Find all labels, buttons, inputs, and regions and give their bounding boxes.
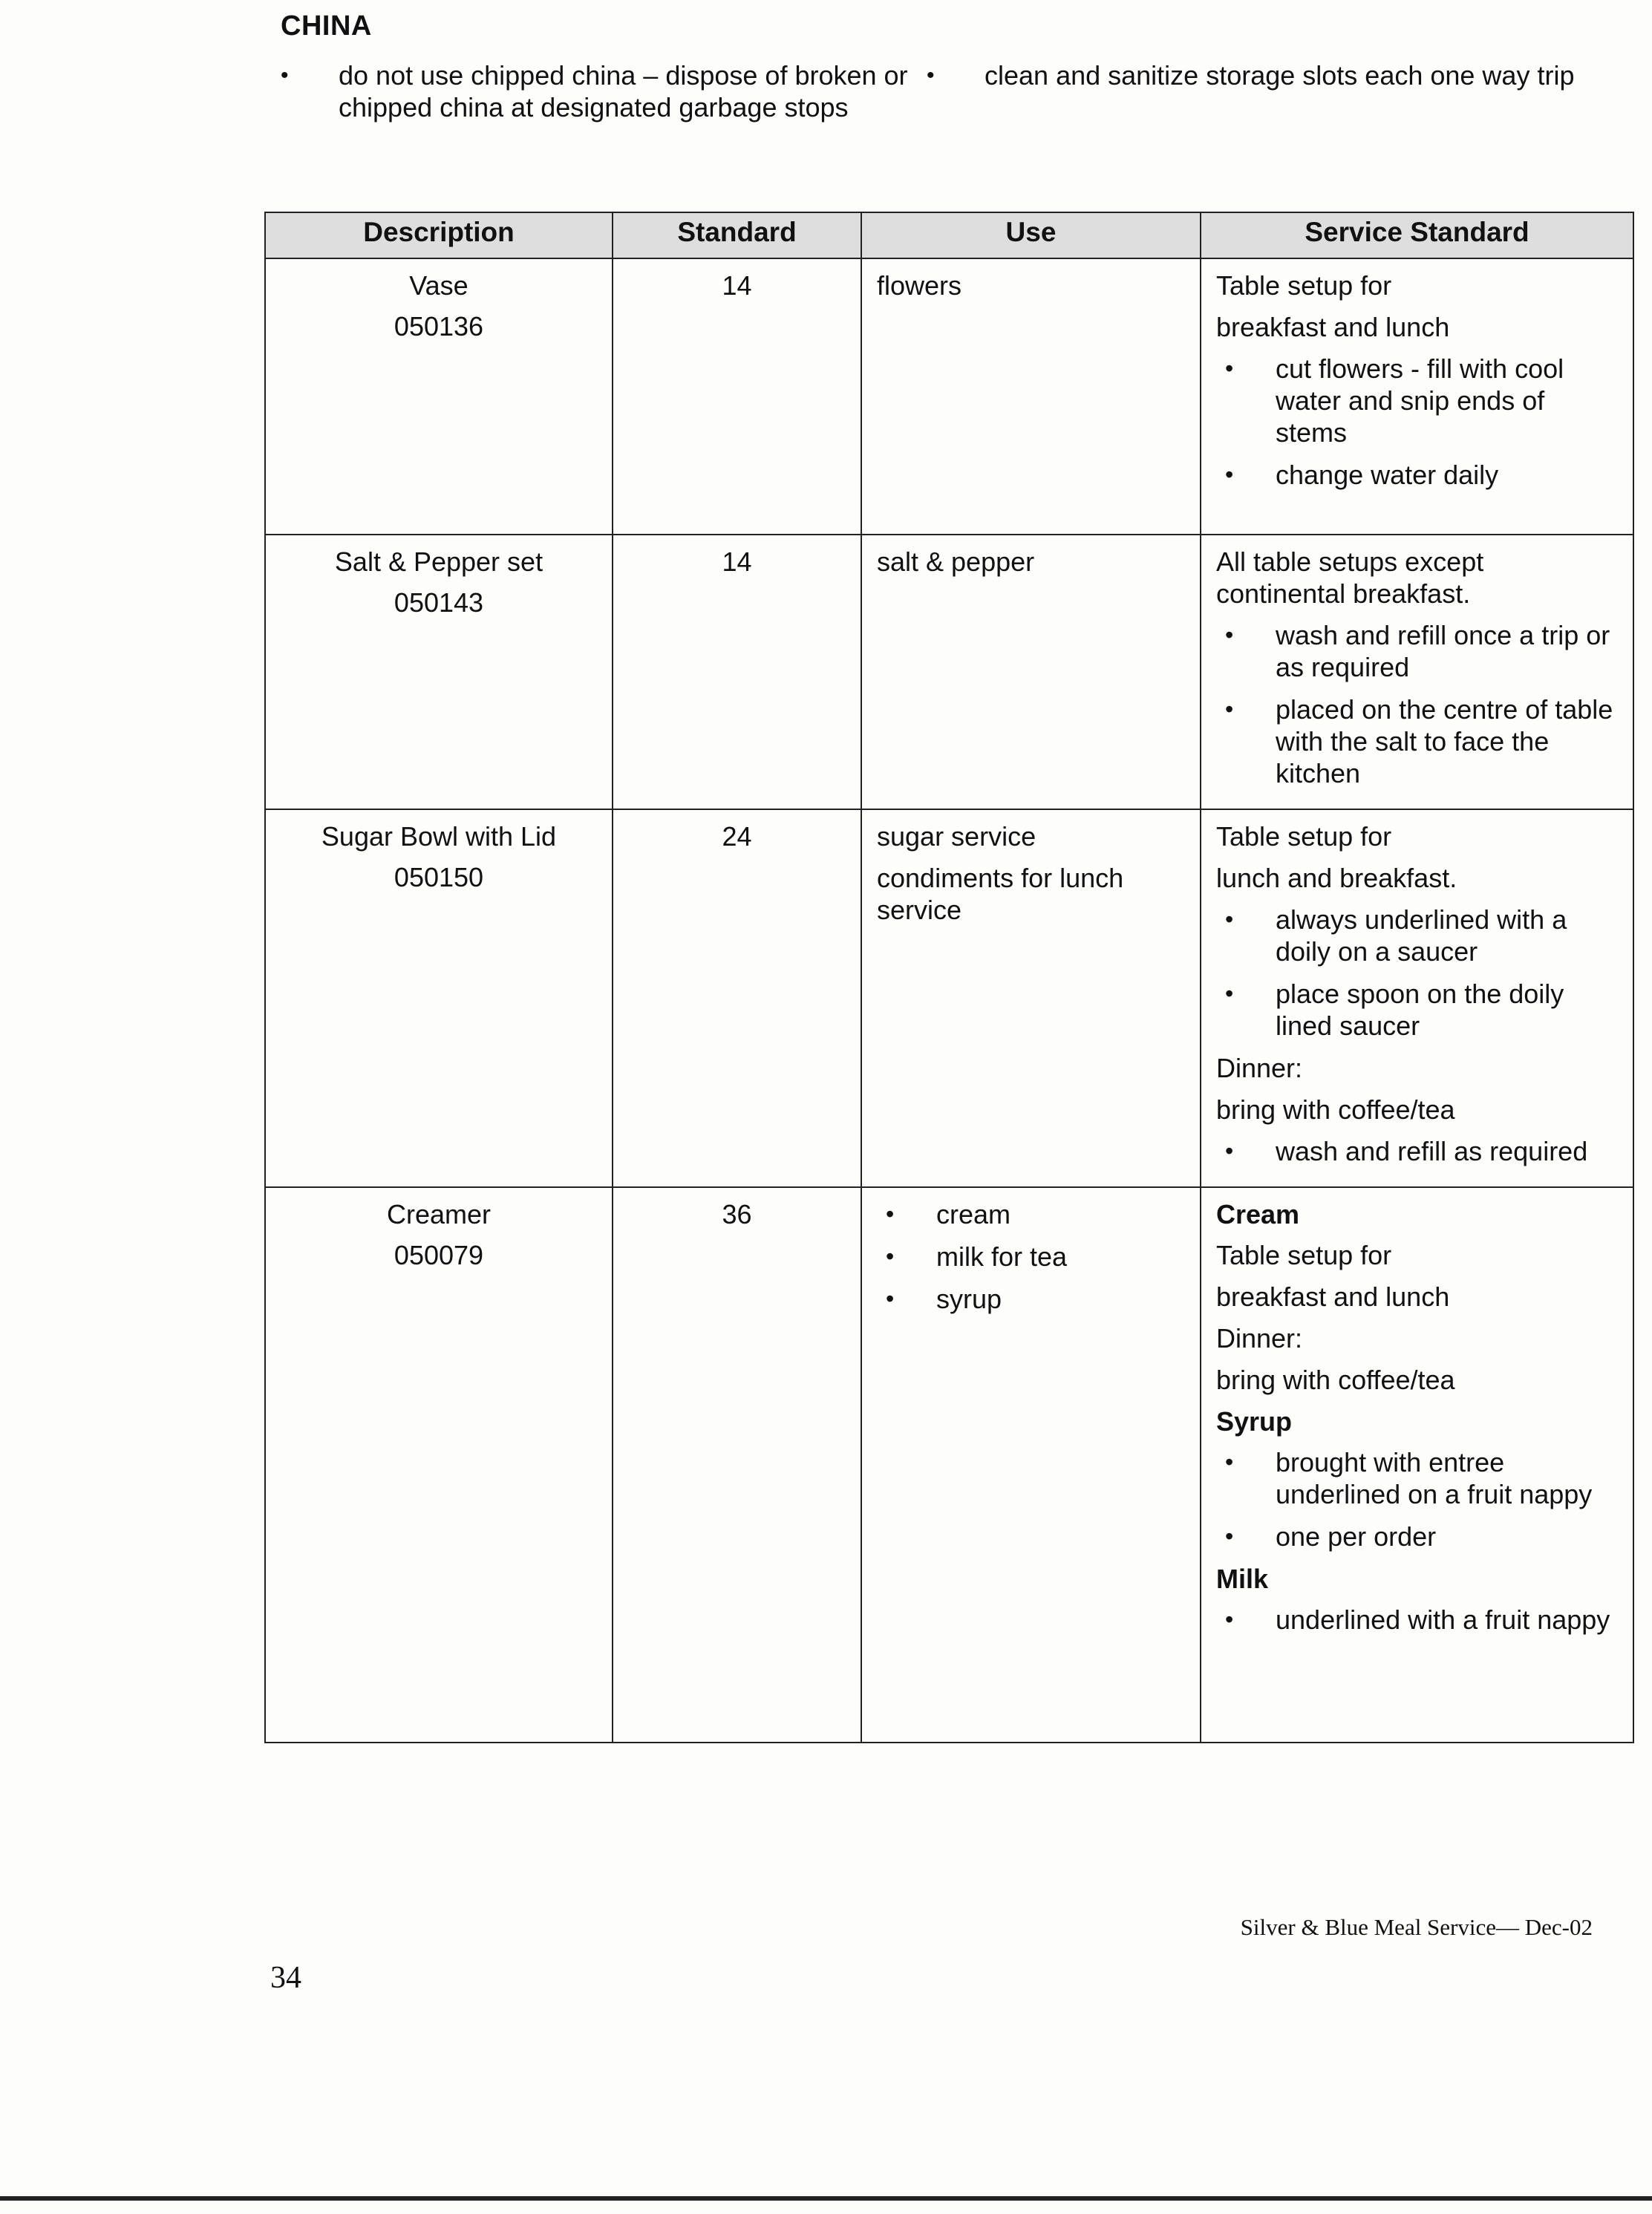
footer-text: Silver & Blue Meal Service— Dec-02 (1240, 1914, 1593, 1940)
description-cell (265, 535, 613, 809)
service-text: Table setup for (1216, 821, 1392, 852)
item-name: Creamer (386, 1199, 492, 1230)
intro-bullet-item (281, 59, 927, 123)
table-header-row (265, 212, 1633, 258)
use-text: flowers (877, 270, 962, 301)
service-bullet: • cut flowers - fill with cool water and snip ends of stems (1216, 353, 1618, 448)
table-row (265, 258, 1633, 535)
description-cell (265, 258, 613, 535)
service-standard-cell (1201, 535, 1633, 809)
use-bullet: • cream (877, 1198, 1185, 1230)
intro-bullets (281, 59, 1617, 123)
service-text: All table setups except continental breakfast. (1216, 546, 1484, 609)
service-bullet: • place spoon on the doily lined saucer (1216, 978, 1618, 1042)
header-service-standard: Service Standard (1201, 212, 1633, 258)
table-row (265, 809, 1633, 1187)
service-bullet-list (1216, 1446, 1618, 1552)
service-bullet-list (1216, 619, 1618, 789)
standard-cell: 14 (613, 535, 861, 809)
milk-label: Milk (1216, 1564, 1269, 1594)
service-text: Dinner: (1216, 1323, 1303, 1353)
header-standard: Standard (613, 212, 861, 258)
service-bullet: • wash and refill as required (1216, 1135, 1618, 1167)
bullet-icon: • (281, 63, 289, 88)
use-text: sugar service (877, 821, 1036, 852)
item-code: 050143 (394, 587, 484, 618)
standard-cell: 14 (613, 258, 861, 535)
header-description: Description (265, 212, 613, 258)
use-cell (861, 809, 1201, 1187)
item-code: 050079 (394, 1240, 484, 1270)
item-name: Salt & Pepper set (334, 546, 543, 577)
use-bullet-list (877, 1198, 1185, 1315)
use-cell (861, 1187, 1201, 1743)
intro-bullet-item (927, 59, 1610, 123)
service-text: bring with coffee/tea (1216, 1365, 1455, 1395)
use-cell (861, 258, 1201, 535)
syrup-label: Syrup (1216, 1406, 1293, 1437)
service-bullet: • wash and refill once a trip or as required (1216, 619, 1618, 683)
service-standard-cell (1201, 1187, 1633, 1743)
china-table (264, 212, 1634, 1743)
service-text: breakfast and lunch (1216, 312, 1450, 342)
standard-cell: 24 (613, 809, 861, 1187)
service-standard-cell (1201, 809, 1633, 1187)
item-name: Sugar Bowl with Lid (321, 821, 557, 852)
service-text: breakfast and lunch (1216, 1281, 1450, 1312)
service-text: Dinner: (1216, 1053, 1303, 1083)
bottom-rule (0, 2196, 1652, 2201)
service-text: Table setup for (1216, 270, 1392, 301)
use-text: salt & pepper (877, 546, 1035, 577)
standard-cell: 36 (613, 1187, 861, 1743)
service-text: Table setup for (1216, 1240, 1392, 1270)
bullet-icon: • (927, 63, 935, 88)
service-bullet: • placed on the centre of table with the salt to face the kitchen (1216, 693, 1618, 789)
service-bullet: • change water daily (1216, 459, 1618, 491)
section-title: CHINA (281, 10, 372, 42)
description-cell (265, 809, 613, 1187)
intro-bullet-text: clean and sanitize storage slots each one way trip (985, 60, 1575, 91)
page-number: 34 (270, 1961, 301, 1995)
table-row (265, 535, 1633, 809)
service-bullet-list (1216, 353, 1618, 491)
service-bullet: • underlined with a fruit nappy (1216, 1604, 1618, 1636)
service-bullet-list (1216, 1604, 1618, 1636)
use-bullet: • milk for tea (877, 1241, 1185, 1273)
service-bullet-list (1216, 1135, 1618, 1167)
cream-label: Cream (1216, 1199, 1300, 1230)
service-bullet-list (1216, 904, 1618, 1042)
use-text: condiments for lunch service (877, 863, 1124, 925)
header-use: Use (861, 212, 1201, 258)
item-code: 050136 (394, 311, 484, 342)
item-code: 050150 (394, 862, 484, 892)
service-bullet: • one per order (1216, 1521, 1618, 1552)
use-bullet: • syrup (877, 1283, 1185, 1315)
service-standard-cell (1201, 258, 1633, 535)
intro-bullet-text: do not use chipped china – dispose of broken or chipped china at designated garbage stops (339, 60, 908, 123)
service-bullet: • brought with entree underlined on a fruit nappy (1216, 1446, 1618, 1510)
service-bullet: • always underlined with a doily on a saucer (1216, 904, 1618, 967)
description-cell (265, 1187, 613, 1743)
service-text: lunch and breakfast. (1216, 863, 1457, 893)
table-row (265, 1187, 1633, 1743)
service-text: bring with coffee/tea (1216, 1094, 1455, 1125)
use-cell (861, 535, 1201, 809)
item-name: Vase (409, 270, 468, 301)
